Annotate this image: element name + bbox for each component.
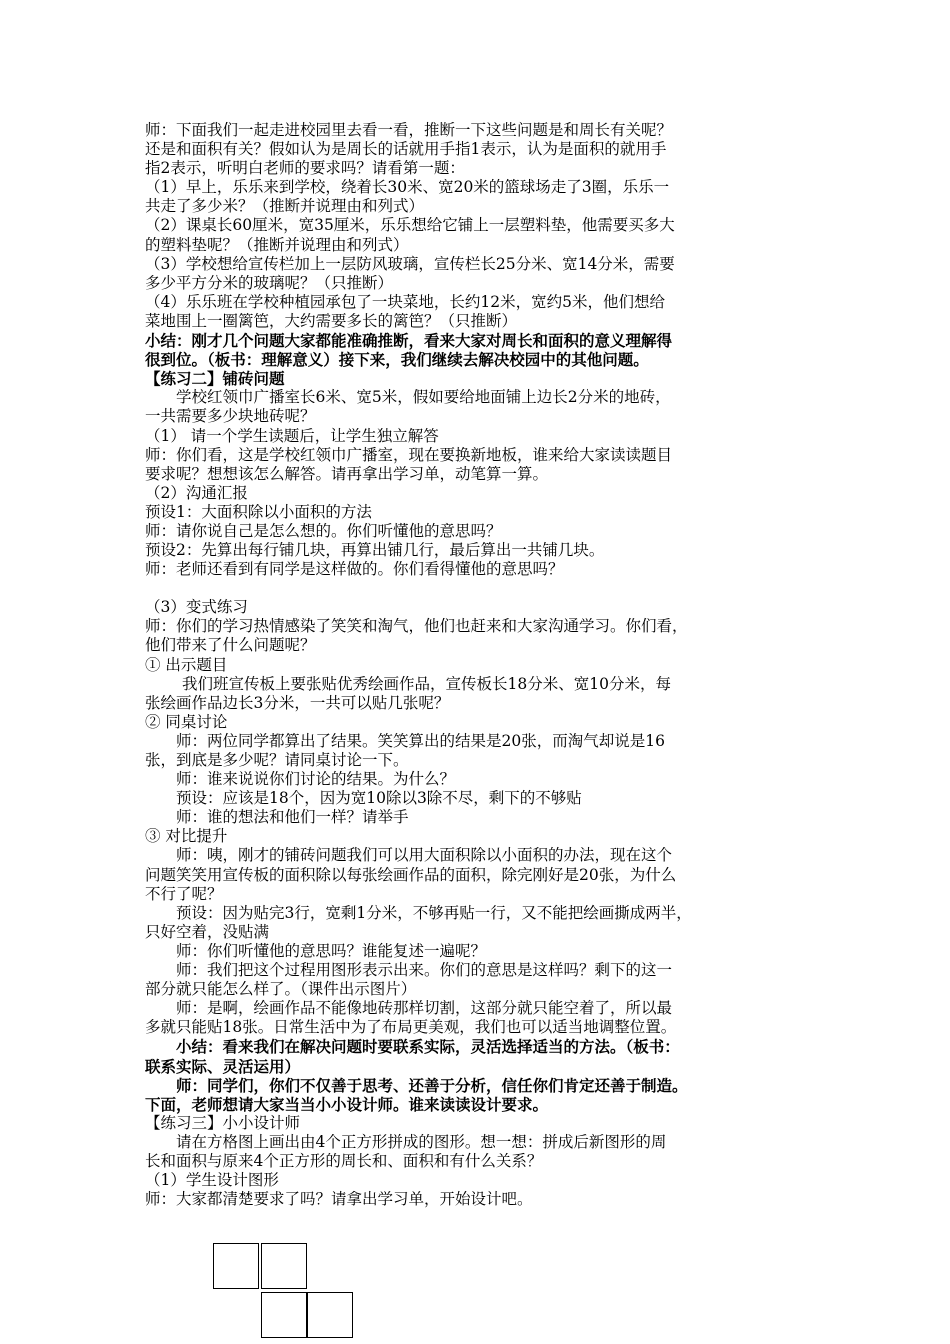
text-line: （1）早上，乐乐来到学校，绕着长30米、宽20米的篮球场走了3圈，乐乐一 <box>145 178 670 197</box>
text-line: 师：咦，刚才的铺砖问题我们可以用大面积除以小面积的办法，现在这个 <box>176 846 673 865</box>
section-heading: 【练习三】小小设计师 <box>145 1113 301 1132</box>
text-line: 还是和面积有关？假如认为是周长的话就用手指1表示，认为是面积的就用手 <box>145 140 667 159</box>
text-line: 师：谁来说说你们讨论的结果。为什么？ <box>176 770 456 789</box>
document-body <box>145 121 815 1209</box>
square <box>261 1292 307 1338</box>
text-line: 师：请你说自己是怎么想的。你们听懂他的意思吗？ <box>145 521 502 540</box>
text-line: 问题笑笑用宣传板的面积除以每张绘画作品的面积，除完刚好是20张，为什么 <box>145 865 677 884</box>
text-line: 多少平方分米的玻璃呢？（只推断） <box>145 273 394 292</box>
summary-line: 小结：看来我们在解决问题时要联系实际，灵活选择适当的方法。（板书： <box>176 1037 680 1057</box>
square <box>307 1292 353 1338</box>
text-line: 师：我们把这个过程用图形表示出来。你们的意思是这样吗？剩下的这一 <box>176 961 673 980</box>
text-line: 师：谁的想法和他们一样？请举手 <box>176 808 409 827</box>
text-line: ② 同桌讨论 <box>145 712 228 731</box>
text-line: 预设：应该是18个，因为宽10除以3除不尽，剩下的不够贴 <box>176 789 582 808</box>
text-line: 学校红领巾广播室长6米、宽5米，假如要给地面铺上边长2分米的地砖， <box>176 388 671 407</box>
text-line: 师：你们听懂他的意思吗？谁能复述一遍呢？ <box>176 941 487 960</box>
text-line: 张，到底是多少呢？请同桌讨论一下。 <box>145 751 409 769</box>
text-line: 师：你们看，这是学校红领巾广播室，现在要换新地板，谁来给大家读读题目 <box>145 445 673 464</box>
summary-line: 联系实际、灵活运用） <box>145 1056 301 1076</box>
blank-line <box>145 579 815 598</box>
text-line: 他们带来了什么问题呢？ <box>145 636 316 655</box>
text-line: 菜地围上一圈篱笆，大约需要多长的篱笆？（只推断） <box>145 311 518 330</box>
text-line: 我们班宣传板上要张贴优秀绘画作品，宣传板长18分米、宽10分米，每 <box>182 674 671 693</box>
text-line: （2）课桌长60厘米，宽35厘米，乐乐想给它铺上一层塑料垫，他需要买多大 <box>145 216 675 235</box>
section-heading: 【练习二】铺砖问题 <box>145 369 285 389</box>
text-line: （3）变式练习 <box>145 598 248 617</box>
text-line: 预设：因为贴完3行，宽剩1分米，不够再贴一行，又不能把绘画撕成两半， <box>176 903 692 922</box>
text-line: 一共需要多少块地砖呢？ <box>145 407 316 426</box>
text-line: 共走了多少米？（推断并说理由和列式） <box>145 197 425 216</box>
text-line: 要求呢？想想该怎么解答。请再拿出学习单，动笔算一算。 <box>145 464 549 483</box>
text-line: ③ 对比提升 <box>145 827 228 846</box>
text-line: 请在方格图上画出由4个正方形拼成的图形。想一想：拼成后新图形的周 <box>176 1132 667 1151</box>
text-line: 多就只能贴18张。日常生活中为了布局更美观，我们也可以适当地调整位置。 <box>145 1018 677 1037</box>
text-line: （1） 请一个学生读题后，让学生独立解答 <box>145 426 439 445</box>
text-line: 张绘画作品边长3分米，一共可以贴几张呢？ <box>145 693 450 712</box>
text-line: （3）学校想给宣传栏加上一层防风玻璃，宣传栏长25分米、宽14分米，需要 <box>145 254 675 273</box>
square-figure <box>213 1243 355 1340</box>
text-line: 的塑料垫呢？（推断并说理由和列式） <box>145 235 409 254</box>
text-line: 师：是啊，绘画作品不能像地砖那样切割，这部分就只能空着了，所以最 <box>176 999 673 1018</box>
text-line: 师：下面我们一起走进校园里去看一看，推断一下这些问题是和周长有关呢？ <box>145 121 673 139</box>
text-line: 只好空着，没贴满 <box>145 922 270 941</box>
text-line: ① 出示题目 <box>145 655 228 674</box>
text-line: 师：老师还看到有同学是这样做的。你们看得懂他的意思吗？ <box>145 560 564 579</box>
summary-line: 师：同学们，你们不仅善于思考、还善于分析，信任你们肯定还善于制造。 <box>176 1075 688 1095</box>
text-line: 长和面积与原来4个正方形的周长和、面积和有什么关系？ <box>145 1151 543 1170</box>
text-line: 预设2：先算出每行铺几块，再算出铺几行，最后算出一共铺几块。 <box>145 541 605 560</box>
text-line: 指2表示，听明白老师的要求吗？请看第一题： <box>145 159 465 178</box>
text-line: （4）乐乐班在学校种植园承包了一块菜地，长约12米，宽约5米，他们想给 <box>145 292 665 311</box>
summary-line: 小结：刚才几个问题大家都能准确推断，看来大家对周长和面积的意义理解得 <box>145 331 673 351</box>
text-line: 不行了呢？ <box>145 884 223 903</box>
summary-line: 很到位。（板书：理解意义）接下来，我们继续去解决校园中的其他问题。 <box>145 350 649 370</box>
square <box>261 1243 307 1289</box>
text-line: （2）沟通汇报 <box>145 483 248 502</box>
text-line: 部分就只能怎么样了。（课件出示图片） <box>145 980 417 999</box>
text-line: 预设1：大面积除以小面积的方法 <box>145 502 372 521</box>
square <box>213 1243 259 1289</box>
text-line: （1）学生设计图形 <box>145 1171 279 1190</box>
text-line: 师：大家都清楚要求了吗？请拿出学习单，开始设计吧。 <box>145 1190 533 1209</box>
text-line: 师：你们的学习热情感染了笑笑和淘气，他们也赶来和大家沟通学习。你们看， <box>145 617 688 636</box>
text-line: 师：两位同学都算出了结果。笑笑算出的结果是20张，而淘气却说是16 <box>176 731 665 750</box>
summary-line: 下面，老师想请大家当当小小设计师。谁来读读设计要求。 <box>145 1094 549 1114</box>
